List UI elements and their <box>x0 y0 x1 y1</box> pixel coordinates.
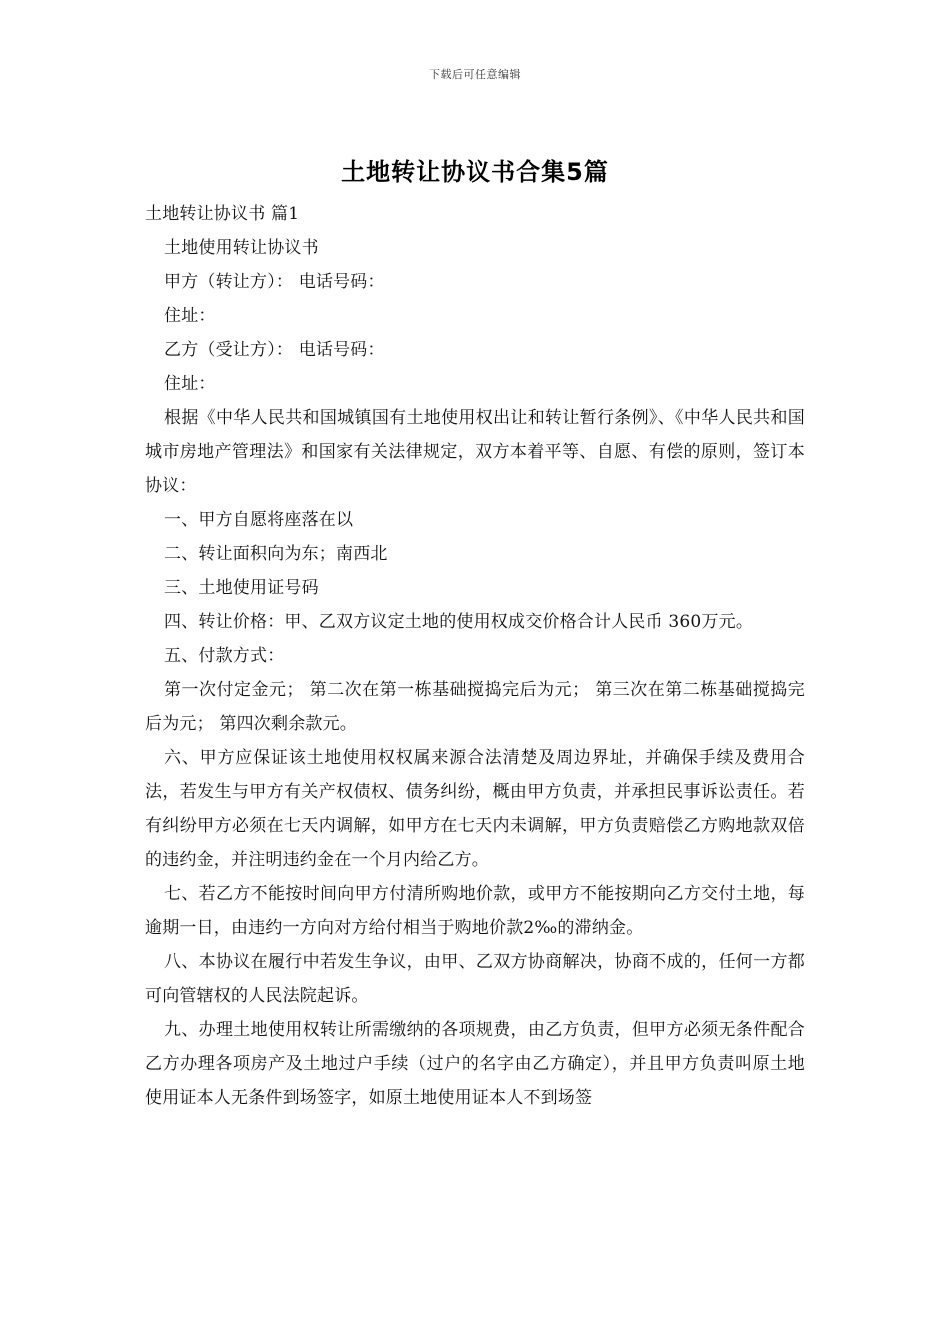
clause-4: 四、转让价格：甲、乙双方议定土地的使用权成交价格合计人民币 360万元。 <box>164 612 754 632</box>
clause-7: 七、若乙方不能按时间向甲方付清所购地价款，或甲方不能按期向乙方交付土地，每逾期一日，由违约一方向对方给付相当于购地价款2‰的滞纳金。 <box>145 884 805 938</box>
paragraph-preamble: 根据《中华人民共和国城镇国有土地使用权出让和转让暂行条例》、《中华人民共和国城市房地产管理法》和国家有关法律规定，双方本着平等、自愿、有偿的原则，签订本协议： <box>145 408 805 496</box>
document-body <box>145 197 805 1115</box>
header-note: 下载后可任意编辑 <box>429 68 521 81</box>
payment-schedule: 第一次付定金元； 第二次在第一栋基础搅捣完后为元； 第三次在第二栋基础搅捣完后为元； 第四次剩余款元。 <box>145 680 805 734</box>
document-title: 土地转让协议书合集5篇 <box>341 158 609 186</box>
clause-1: 一、甲方自愿将座落在以 <box>164 510 354 530</box>
agreement-subtitle: 土地使用转让协议书 <box>164 238 319 258</box>
clause-6: 六、甲方应保证该土地使用权权属来源合法清楚及周边界址，并确保手续及费用合法，若发生与甲方有关产权债权、债务纠纷，概由甲方负责，并承担民事诉讼责任。若有纠纷甲方必须在七天内调解，如甲方在七天内未调解，甲方负责赔偿乙方购地款双倍的违约金，并注明违约金在一个月内给乙方。 <box>145 748 805 870</box>
clause-8: 八、本协议在履行中若发生争议，由甲、乙双方协商解决，协商不成的，任何一方都可向管辖权的人民法院起诉。 <box>145 952 805 1006</box>
clause-3: 三、土地使用证号码 <box>164 578 319 598</box>
clause-9: 九、办理土地使用权转让所需缴纳的各项规费，由乙方负责，但甲方必须无条件配合乙方办理各项房产及土地过户手续（过户的名字由乙方确定），并且甲方负责叫原土地使用证本人无条件到场签字，如原土地使用证本人不到场签 <box>145 1020 805 1108</box>
party-b-address: 住址： <box>164 374 216 394</box>
section-label: 土地转让协议书 篇1 <box>145 204 300 224</box>
party-a-line: 甲方（转让方）： 电话号码： <box>164 272 385 292</box>
party-a-address: 住址： <box>164 306 216 326</box>
clause-5: 五、付款方式： <box>164 646 285 666</box>
party-b-line: 乙方（受让方）： 电话号码： <box>164 340 385 360</box>
clause-2: 二、转让面积向为东；南西北 <box>164 544 388 564</box>
